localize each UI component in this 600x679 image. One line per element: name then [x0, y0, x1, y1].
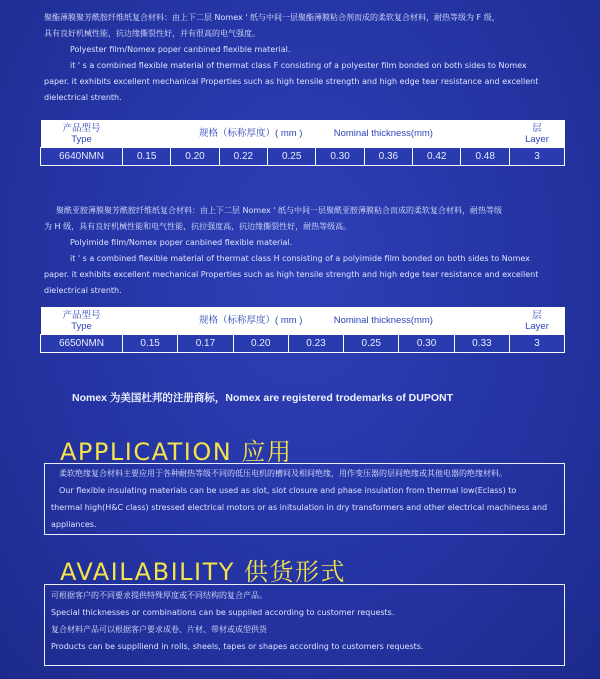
- availability-box: [44, 584, 565, 666]
- application-line: 柔软绝缘复合材料主要应用于各种耐热等级不同的低压电机的槽间及相间绝缘，用作变压器的层间绝缘或其他电器的绝缘材料。: [59, 469, 507, 478]
- thickness-cell: 0.48: [461, 148, 510, 166]
- type-header: [41, 120, 123, 148]
- thickness-cell: 0.17: [178, 335, 233, 353]
- spec-table-header: [41, 120, 565, 148]
- section2-line: 为 H 级，具有良好机械性能和电气性能，抗拉强度高，抗边缘撕裂性好，耐热等级高。: [44, 222, 352, 231]
- trademark-notice: Nomex 为美国杜邦的注册商标，Nomex are registered trodemarks of DUPONT: [72, 392, 453, 404]
- application-line: appliances.: [51, 520, 97, 529]
- layer-header: [510, 120, 565, 148]
- section1-line: 聚酯薄膜聚芳酰胺纤维纸复合材料：由上下二层 Nomex ' 纸与中间一层聚酯薄膜粘合剂而成的柔软复合材料，耐热等级为 F 级，: [44, 13, 500, 22]
- layer-header-en: Layer: [525, 320, 549, 332]
- availability-line: 可根据客户的不同要求提供特殊厚度或不同结构的复合产品。: [51, 591, 267, 600]
- section2-line: paper. it exhibits excellent mechanical Properties such as high tensile strength and high edge tear resistance and excellent: [44, 270, 539, 279]
- layer-header-cn: 层: [532, 309, 542, 321]
- section1-line: it ' s a combined flexible material of thermat class F consisting of a polyester film bonded on both sides to Nomex: [70, 61, 527, 70]
- layer-header-cn: 层: [532, 122, 542, 134]
- availability-title: AVAILABILITY 供货形式: [60, 558, 347, 586]
- thickness-cell: 0.20: [233, 335, 288, 353]
- type-header-en: Type: [71, 320, 92, 332]
- layer-cell: 3: [510, 335, 565, 353]
- section1-line: Polyester film/Nomex poper canbined flexible material.: [70, 45, 291, 54]
- application-line: thermal high(H&C class) stressed electrical motors or as initsulation in dry transformers and other electrical machiness and: [51, 503, 548, 512]
- section2-line: dielectrical strenth.: [44, 286, 122, 295]
- thickness-header-cn: 规格（标称厚度）( mm ): [199, 315, 303, 326]
- application-line: Our flexible insulating materials can be used as slot, slot closure and phase insulation from thermal low(Eclass) to: [59, 486, 517, 495]
- type-header-cn: 产品型号: [62, 309, 101, 321]
- spec-table-header: [41, 307, 565, 335]
- layer-header: [510, 307, 565, 335]
- thickness-cell: 0.15: [123, 335, 178, 353]
- section2-line: it ' s a combined flexible material of thermat class H consisting of a polyimide film bonded on both sides to Nomex: [70, 254, 530, 263]
- section1-line: paper. it exhibits excellent mechanical Properties such as high tensile strength and high edge tear resistance and excellent: [44, 77, 539, 86]
- availability-line: Special thicknesses or combinations can be suppiled according to customer requests.: [51, 608, 395, 617]
- thickness-cell: 0.30: [399, 335, 454, 353]
- thickness-cell: 0.20: [171, 148, 219, 166]
- thickness-header-en: Nominal thickness(mm): [333, 128, 433, 139]
- thickness-header: [123, 307, 510, 335]
- thickness-cell: 0.33: [454, 335, 509, 353]
- section2-line: Polyimide film/Nomex poper canbined flexible material.: [70, 238, 293, 247]
- application-box: [44, 463, 565, 535]
- thickness-cell: 0.25: [344, 335, 399, 353]
- thickness-header-en: Nominal thickness(mm): [333, 315, 433, 326]
- table-row: [41, 335, 565, 353]
- thickness-cell: 0.42: [413, 148, 461, 166]
- type-header: [41, 307, 123, 335]
- application-title: APPLICATION 应用: [60, 438, 293, 466]
- layer-header-en: Layer: [525, 133, 549, 145]
- type-cell: 6650NMN: [41, 335, 123, 353]
- thickness-cell: 0.25: [268, 148, 316, 166]
- availability-line: Products can be supplliend in rolls, sheels, tapes or shapes according to customers requests.: [51, 642, 424, 651]
- thickness-cell: 0.22: [219, 148, 267, 166]
- table-row: [41, 148, 565, 166]
- layer-cell: 3: [510, 148, 565, 166]
- availability-line: 复合材料产品可以根据客户要求成卷、片材、带材或成型供货: [51, 625, 267, 634]
- section2-description: [44, 203, 538, 299]
- thickness-cell: 0.15: [123, 148, 171, 166]
- spec-table-6640nmn: [40, 120, 565, 166]
- type-header-cn: 产品型号: [62, 122, 101, 134]
- thickness-header-cn: 规格（标称厚度）( mm ): [199, 128, 303, 139]
- section1-description: [44, 10, 538, 106]
- thickness-cell: 0.36: [364, 148, 412, 166]
- spec-table-6650nmn: [40, 307, 565, 353]
- section1-line: 具有良好机械性能，抗边缘撕裂性好，并有很高的电气强度。: [44, 29, 260, 38]
- type-header-en: Type: [71, 133, 92, 145]
- type-cell: 6640NMN: [41, 148, 123, 166]
- thickness-header: [123, 120, 510, 148]
- section2-line: 聚酰亚胺薄膜聚芳酰胺纤维纸复合材料：由上下二层 Nomex ' 纸与中间一层聚酰亚胺薄膜粘合而成的柔软复合材料，耐热等级: [56, 206, 503, 215]
- thickness-cell: 0.30: [316, 148, 364, 166]
- thickness-cell: 0.23: [288, 335, 343, 353]
- section1-line: dielectrical strenth.: [44, 93, 122, 102]
